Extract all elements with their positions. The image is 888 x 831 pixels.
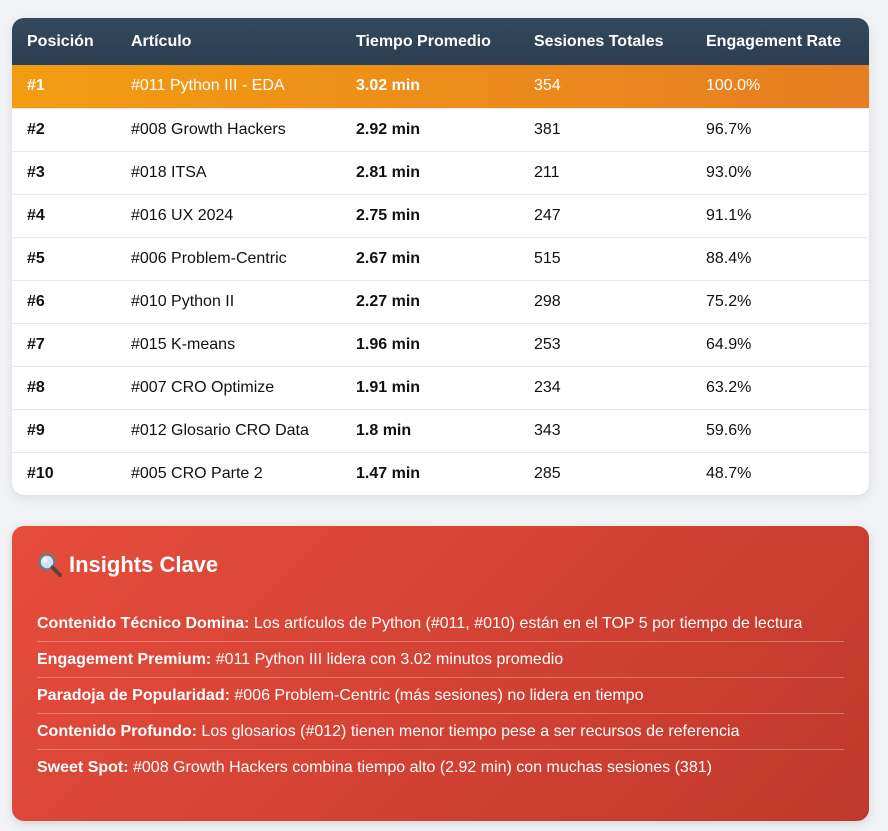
article-cell: #018 ITSA <box>131 163 207 181</box>
time-cell: 1.96 min <box>356 335 421 353</box>
position-cell: #10 <box>27 464 54 482</box>
article-cell: #016 UX 2024 <box>131 206 234 224</box>
insight-text: #011 Python III lidera con 3.02 minutos promedio <box>211 651 564 668</box>
insight-text: Los glosarios (#012) tienen menor tiempo pese a ser recursos de referencia <box>196 723 740 740</box>
sessions-cell: 298 <box>534 292 561 310</box>
sessions-cell: 285 <box>534 464 561 482</box>
sessions-cell: 343 <box>534 421 561 439</box>
ranking-table-card <box>12 18 869 495</box>
insights-list <box>37 606 844 785</box>
magnifier-icon <box>37 552 63 578</box>
engagement-cell: 64.9% <box>706 335 752 353</box>
column-header-average-time[interactable]: Tiempo Promedio <box>356 32 491 50</box>
ranking-table <box>12 18 869 495</box>
insights-title: Insights Clave <box>69 552 219 577</box>
position-cell: #5 <box>27 249 45 267</box>
table-row <box>12 151 869 194</box>
sessions-cell: 253 <box>534 335 561 353</box>
position-cell: #7 <box>27 335 45 353</box>
column-header-total-sessions[interactable]: Sesiones Totales <box>534 32 664 50</box>
insight-lead: Contenido Profundo: <box>37 723 197 740</box>
table-row <box>12 366 869 409</box>
insight-lead: Paradoja de Popularidad: <box>37 687 230 704</box>
time-cell: 1.91 min <box>356 378 421 396</box>
engagement-cell: 88.4% <box>706 249 752 267</box>
engagement-cell: 63.2% <box>706 378 752 396</box>
table-row <box>12 65 869 108</box>
list-item <box>37 678 844 714</box>
article-cell: #015 K-means <box>131 335 236 353</box>
engagement-cell: 91.1% <box>706 206 752 224</box>
table-row <box>12 452 869 495</box>
position-cell: #8 <box>27 378 45 396</box>
sessions-cell: 381 <box>534 120 561 138</box>
time-cell: 1.47 min <box>356 464 421 482</box>
time-cell: 2.92 min <box>356 120 421 138</box>
position-cell: #9 <box>27 421 45 439</box>
insight-text: #008 Growth Hackers combina tiempo alto (2.92 min) con muchas sesiones (381) <box>128 759 712 776</box>
table-row <box>12 194 869 237</box>
insights-heading <box>37 552 218 578</box>
time-cell: 2.75 min <box>356 206 421 224</box>
table-row <box>12 280 869 323</box>
engagement-cell: 93.0% <box>706 163 752 181</box>
column-header-position[interactable]: Posición <box>27 32 94 50</box>
insight-lead: Contenido Técnico Domina: <box>37 615 250 632</box>
sessions-cell: 354 <box>534 77 561 95</box>
time-cell: 2.67 min <box>356 249 421 267</box>
table-row <box>12 237 869 280</box>
time-cell: 1.8 min <box>356 421 412 439</box>
list-item <box>37 642 844 678</box>
insight-lead: Engagement Premium: <box>37 651 212 668</box>
position-cell: #4 <box>27 206 45 224</box>
engagement-cell: 59.6% <box>706 421 752 439</box>
list-item <box>37 750 844 785</box>
table-body <box>12 65 869 495</box>
position-cell: #2 <box>27 120 45 138</box>
article-cell: #012 Glosario CRO Data <box>131 421 309 439</box>
column-header-engagement-rate[interactable]: Engagement Rate <box>706 32 842 50</box>
article-cell: #011 Python III - EDA <box>131 77 285 95</box>
engagement-cell: 48.7% <box>706 464 752 482</box>
insight-lead: Sweet Spot: <box>37 759 129 776</box>
sessions-cell: 234 <box>534 378 561 396</box>
insight-text: #006 Problem-Centric (más sesiones) no lidera en tiempo <box>229 687 644 704</box>
time-cell: 2.81 min <box>356 163 421 181</box>
list-item <box>37 714 844 750</box>
article-cell: #008 Growth Hackers <box>131 120 286 138</box>
sessions-cell: 515 <box>534 249 561 267</box>
article-cell: #006 Problem-Centric <box>131 249 287 267</box>
article-cell: #007 CRO Optimize <box>131 378 275 396</box>
table-row <box>12 323 869 366</box>
position-cell: #1 <box>27 77 45 95</box>
insight-text: Los artículos de Python (#011, #010) están en el TOP 5 por tiempo de lectura <box>249 615 803 632</box>
table-row <box>12 409 869 452</box>
article-cell: #010 Python II <box>131 292 235 310</box>
article-cell: #005 CRO Parte 2 <box>131 464 263 482</box>
engagement-cell: 96.7% <box>706 120 752 138</box>
insights-panel <box>12 526 869 821</box>
list-item <box>37 606 844 642</box>
sessions-cell: 247 <box>534 206 561 224</box>
table-header <box>12 18 869 65</box>
column-header-article[interactable]: Artículo <box>131 32 192 50</box>
time-cell: 2.27 min <box>356 292 421 310</box>
sessions-cell: 211 <box>534 163 560 181</box>
position-cell: #3 <box>27 163 45 181</box>
engagement-cell: 100.0% <box>706 77 761 95</box>
position-cell: #6 <box>27 292 45 310</box>
engagement-cell: 75.2% <box>706 292 752 310</box>
table-row <box>12 108 869 151</box>
time-cell: 3.02 min <box>356 77 421 95</box>
